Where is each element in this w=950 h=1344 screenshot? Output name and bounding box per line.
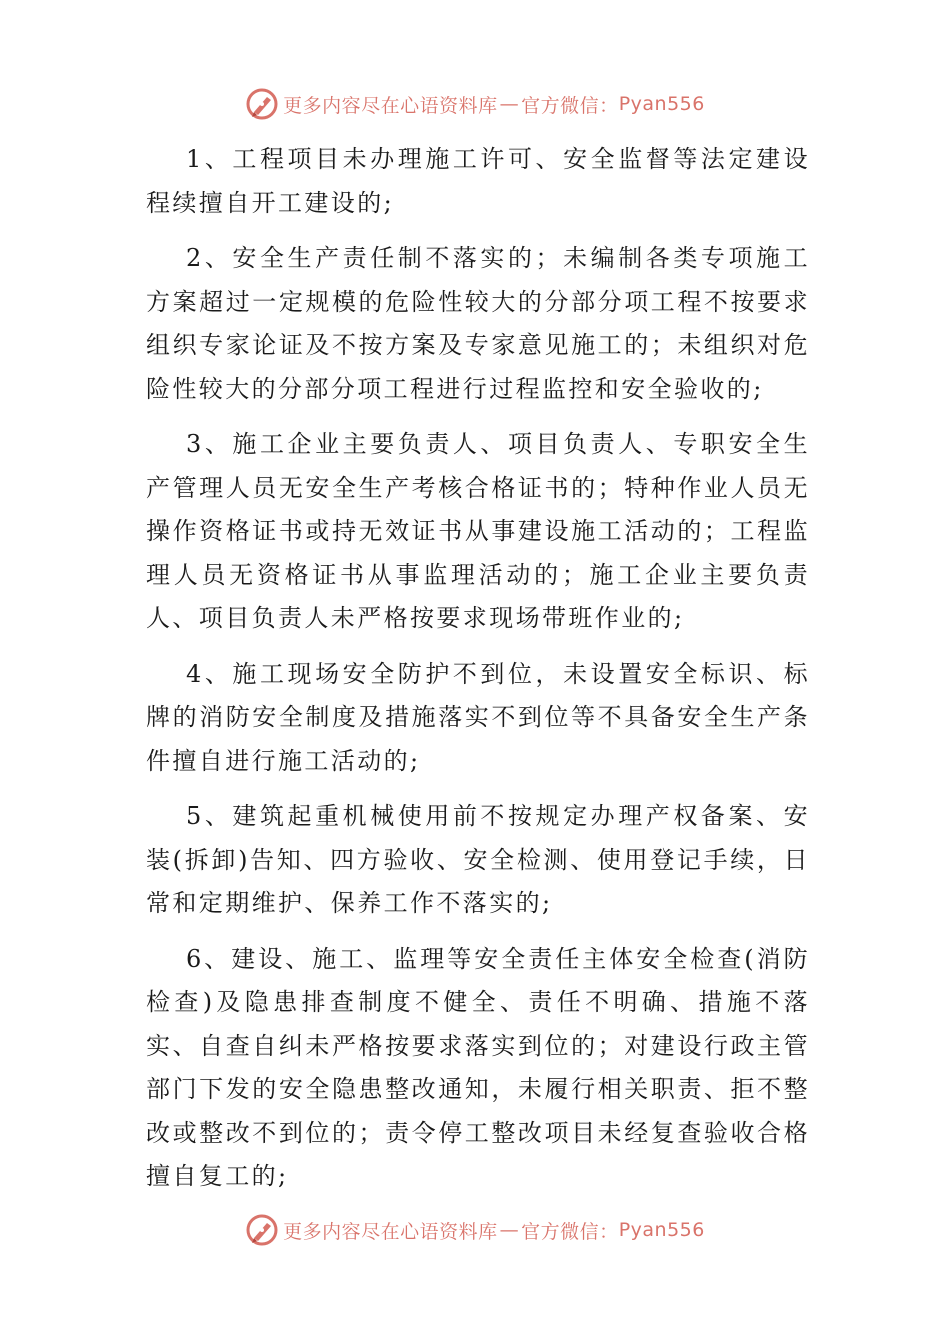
watermark-dash: —	[499, 93, 520, 115]
pen-logo-icon	[245, 87, 279, 121]
watermark-account: Pyan556	[618, 1219, 705, 1241]
watermark-account: Pyan556	[618, 93, 705, 115]
paragraph-6: 6、建设、施工、监理等安全责任主体安全检查(消防检查)及隐患排查制度不健全、责任不明确、措施不落实、自查自纠未严格按要求落实到位的；对建设行政主管部门下发的安全隐患整改通知，未履行相关职责、拒不整改或整改不到位的；责令停工整改项目未经复查验收合格擅自复工的;	[146, 944, 810, 1190]
watermark-site: 更多内容尽在心语资料库	[283, 94, 498, 117]
watermark-site: 更多内容尽在心语资料库	[283, 1220, 498, 1243]
paragraph-5: 5、建筑起重机械使用前不按规定办理产权备案、安装(拆卸)告知、四方验收、安全检测、使用登记手续，日常和定期维护、保养工作不落实的;	[146, 802, 810, 917]
paragraph-4: 4、施工现场安全防护不到位，未设置安全标识、标牌的消防安全制度及措施落实不到位等不具备安全生产条件擅自进行施工活动的;	[146, 659, 810, 775]
paragraph-3: 3、施工企业主要负责人、项目负责人、专职安全生产管理人员无安全生产考核合格证书的；特种作业人员无操作资格证书或持无效证书从事建设施工活动的；工程监理人员无资格证书从事监理活动的；施工企业主要负责人、项目负责人未严格按要求现场带班作业的;	[146, 430, 810, 632]
header-watermark	[0, 84, 950, 124]
watermark-label: 官方微信：	[521, 1220, 619, 1243]
paragraph-2: 2、安全生产责任制不落实的；未编制各类专项施工方案超过一定规模的危险性较大的分部分项工程不按要求组织专家论证及不按方案及专家意见施工的；未组织对危险性较大的分部分项工程进行过程监控和安全验收的;	[146, 244, 810, 403]
watermark-dash: —	[499, 1219, 520, 1241]
document-body	[146, 138, 810, 1211]
watermark-label: 官方微信：	[521, 94, 619, 117]
pen-logo-icon	[245, 1213, 279, 1247]
footer-watermark	[0, 1210, 950, 1250]
paragraph-1: 1、工程项目未办理施工许可、安全监督等法定建设程续擅自开工建设的;	[146, 145, 810, 217]
